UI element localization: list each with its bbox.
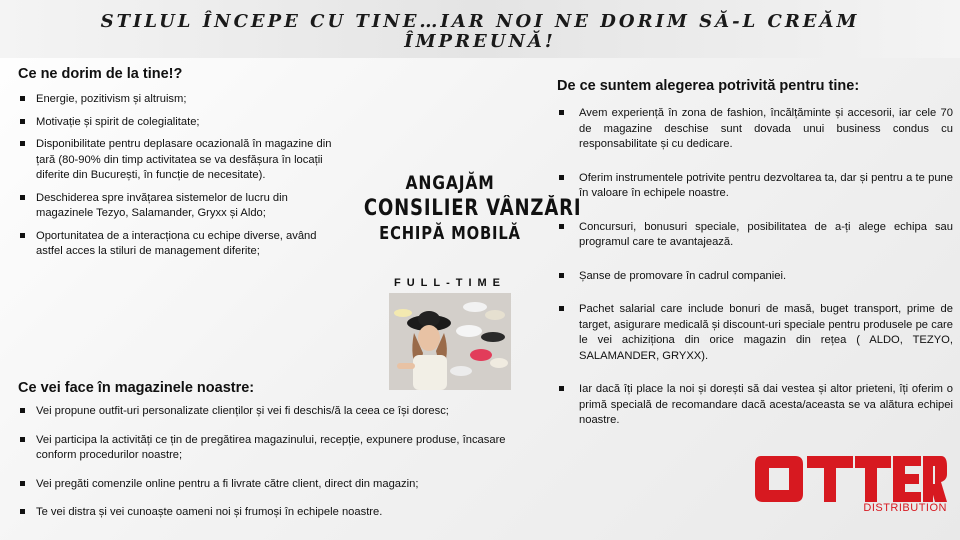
promo-photo: [389, 293, 511, 390]
full-time-label: FULL-TIME: [393, 277, 507, 289]
duties-section: [18, 380, 548, 534]
list-item: Iar dacă îți place la noi și dorești să dai vestea și altor prieteni, îți oferim o primă specială de recomandare dacă acesta/aceasta se va alătura echipei noastre.: [557, 382, 953, 429]
list-item: Concursuri, bonusuri speciale, posibilitatea de a-ți alege echipa sau programul care te avantajează.: [557, 220, 953, 251]
header-banner: [0, 0, 960, 58]
benefits-list: [557, 106, 953, 429]
banner-line-2: ÎMPREUNĂ!: [404, 31, 556, 52]
logo-subtitle: DISTRIBUTION: [863, 502, 947, 514]
bullet-icon: [20, 437, 25, 442]
list-item: Pachet salarial care include bonuri de masă, buget transport, prime de target, asigurare medicală și discount-uri speciale pentru produsele pe care le vei achiziționa din orice magazin din rețea ( ALDO, TEZYO, SALAMANDER, GRYXX).: [557, 302, 953, 364]
job-line-team: ECHIPĂ MOBILĂ: [379, 223, 521, 244]
list-item: Te vei distra și vei cunoaște oameni noi și frumoși în echipele noastre.: [18, 505, 548, 521]
bullet-icon: [559, 110, 564, 115]
list-item: Șanse de promovare în cadrul companiei.: [557, 269, 953, 285]
requirements-list: [18, 92, 340, 260]
benefits-heading: De ce suntem alegerea potrivită pentru tine:: [557, 78, 860, 94]
list-item: Avem experiență în zona de fashion, încălțăminte și accesorii, iar cele 70 de magazine deschise sunt dovada unui business condus cu responsabilitate și cu dedicare.: [557, 106, 953, 153]
bullet-icon: [20, 119, 25, 124]
bullet-icon: [20, 408, 25, 413]
list-item: Vei participa la activități ce țin de pregătirea magazinului, recepție, expunere produse, încasare conform procedurilor noastre;: [18, 433, 548, 464]
list-item: Motivație și spirit de colegialitate;: [18, 115, 340, 131]
list-item: Vei propune outfit-uri personalizate clienților și vei fi deschis/ă la ceea ce își doresc;: [18, 404, 548, 420]
bullet-icon: [559, 224, 564, 229]
bullet-icon: [20, 233, 25, 238]
bullet-icon: [20, 481, 25, 486]
list-item: Vei pregăti comenzile online pentru a fi livrate către client, direct din magazin;: [18, 477, 548, 493]
list-item: Deschiderea spre invățarea sistemelor de lucru din magazinele Tezyo, Salamander, Gryxx și Aldo;: [18, 191, 340, 222]
duties-heading: Ce vei face în magazinele noastre:: [18, 380, 255, 396]
benefits-section: [557, 78, 953, 447]
requirements-heading: Ce ne dorim de la tine!?: [18, 66, 183, 82]
job-title-block: [345, 172, 582, 244]
duties-list: [18, 404, 548, 521]
list-item: Oferim instrumentele potrivite pentru dezvoltarea ta, dar și pentru a te pune în valoare în echipele noastre.: [557, 171, 953, 202]
requirements-section: [18, 66, 340, 267]
job-line-position: CONSILIER VÂNZĂRI: [363, 196, 582, 221]
bullet-icon: [559, 386, 564, 391]
bullet-icon: [20, 141, 25, 146]
banner-line-1: STILUL ÎNCEPE CU TINE…IAR NOI NE DORIM SĂ-L CREĂM: [100, 11, 860, 32]
bullet-icon: [20, 96, 25, 101]
bullet-icon: [20, 195, 25, 200]
list-item: Oportunitatea de a interacționa cu echipe diverse, având astfel acces la stiluri de management diferite;: [18, 229, 340, 260]
bullet-icon: [559, 273, 564, 278]
list-item: Disponibilitate pentru deplasare ocazională în magazine din țară (80-90% din timp activitatea se va desfășura în locații diferite din București, în funcție de necesitate).: [18, 137, 340, 184]
bullet-icon: [559, 175, 564, 180]
job-line-hiring: ANGAJĂM: [405, 172, 495, 194]
list-item: Energie, pozitivism și altruism;: [18, 92, 340, 108]
bullet-icon: [559, 306, 564, 311]
bullet-icon: [20, 509, 25, 514]
woman-with-shoes-illustration: [389, 293, 511, 390]
